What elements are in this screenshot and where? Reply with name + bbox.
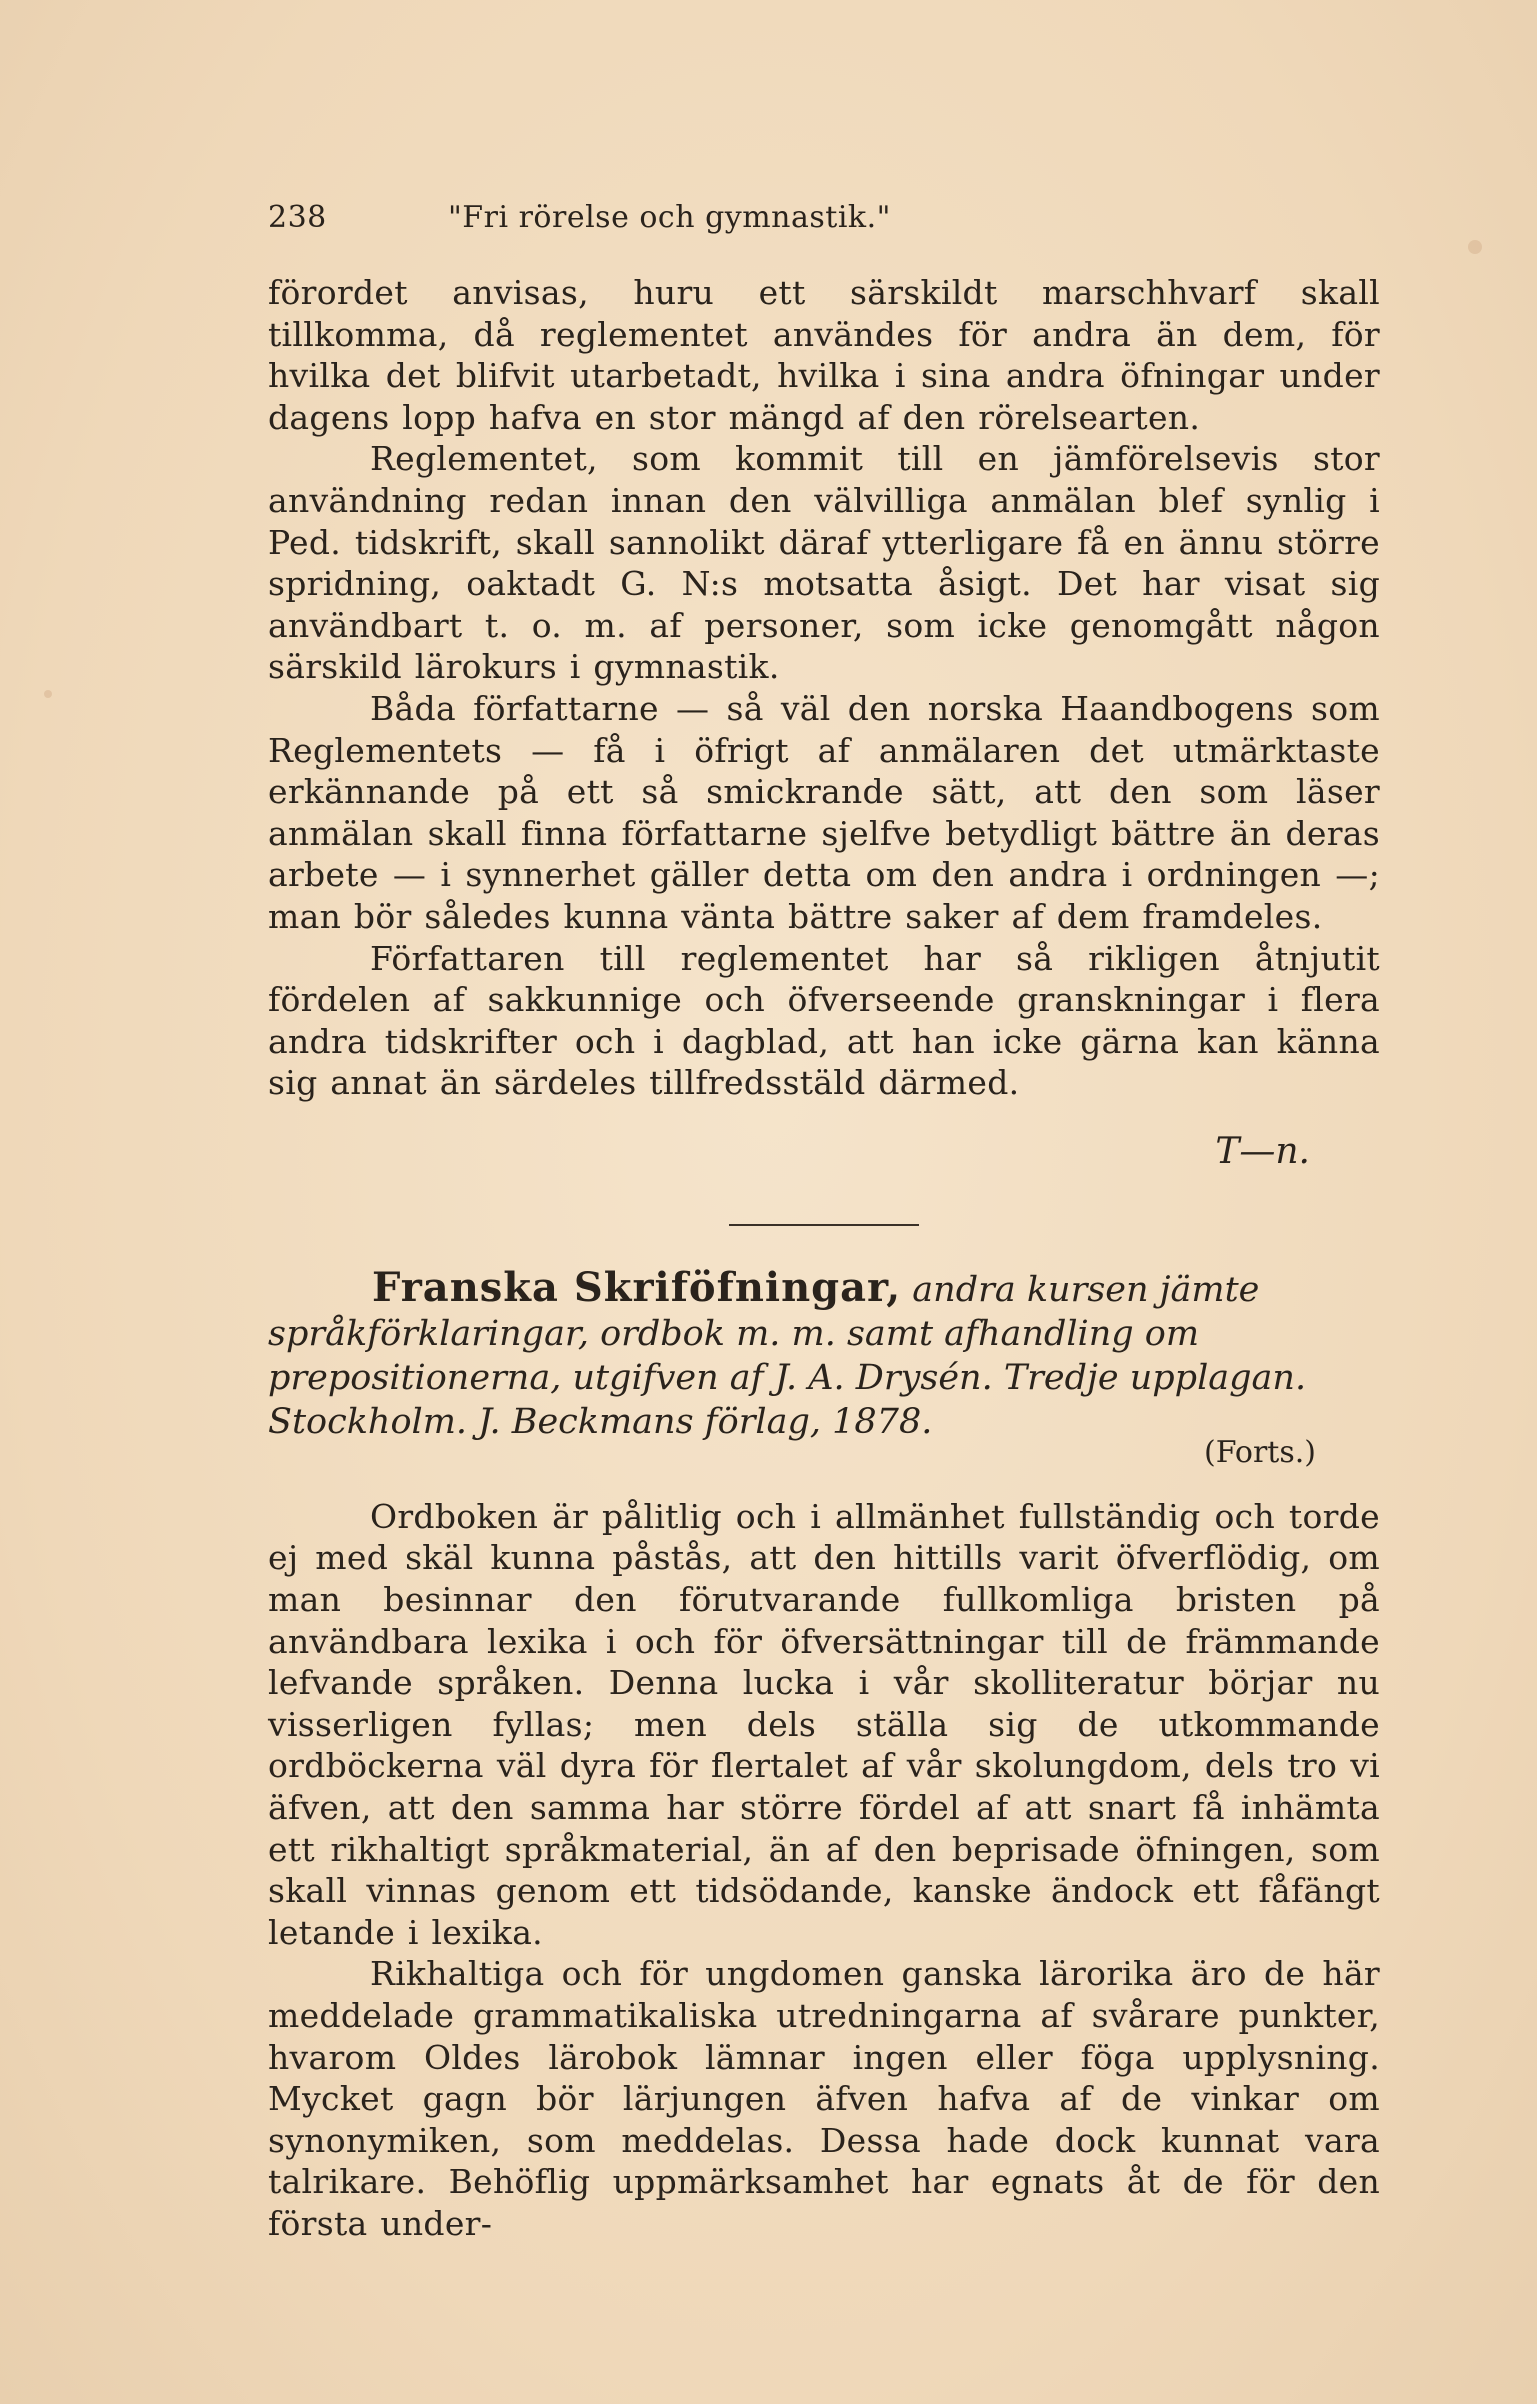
paragraph: Rikhaltiga och för ungdomen ganska lärorika äro de här meddelade grammatikaliska utredningarna af svårare punkter, hvarom Oldes lärobok lämnar ingen eller föga upplysning. Mycket gagn bör lärjungen äfven hafva af de vinkar om synonymiken, som meddelas. Dessa hade dock kunnat vara talrikare. Behöflig uppmärksamhet har egnats åt de för den första under- [268,1954,1380,2243]
page-number: 238 [268,200,327,235]
paragraph: förordet anvisas, huru ett särskildt marschhvarf skall tillkomma, då reglementet användes för andra än dem, för hvilka det blifvit utarbetadt, hvilka i sina andra öfningar under dagens lopp hafva en stor mängd af den rörelsearten. [268,273,1380,437]
review-title: Franska Skriföfningar, [372,1263,902,1311]
page-header [268,200,1380,248]
paragraph: Reglementet, som kommit till en jämförelsevis stor användning redan innan den välvilliga anmälan blef synlig i Ped. tidskrift, skall sannolikt däraf ytterligare få en ännu större spridning, oaktadt G. N:s motsatta åsigt. Det har visat sig användbart t. o. m. af personer, som icke genomgått någon särskild lärokurs i gymnastik. [268,439,1380,687]
review-details: andra kursen jämte språkförklaringar, ordbok m. m. samt afhandling om prepositionerna, utgifven af J. A. Drysén. Tredje upplagan. Stockholm. J. Beckmans förlag, 1878. [268,1269,1307,1442]
paragraph: Författaren till reglementet har så rikligen åtnjutit fördelen af sakkunnige och öfverseende granskningar i flera andra tidskrifter och i dagblad, att han icke gärna kan känna sig annat än särdeles tillfredsstäld därmed. [268,938,1380,1103]
paper-stain [1468,240,1482,254]
book-page [268,200,1380,2245]
paragraph: Ordboken är pålitlig och i allmänhet fullständig och torde ej med skäl kunna påstås, att den hittills varit öfverflödig, om man besinnar den förutvarande fullkomliga bristen på användbara lexika i och för öfversättningar till de främmande lefvande språken. Denna lucka i vår skolliteratur börjar nu visserligen fyllas; men dels ställa sig de utkommande ordböckerna väl dyra för flertalet af vår skolungdom, dels tro vi äfven, att den samma har större fördel af att snart få inhämta ett rikhaltigt språkmaterial, än af den beprisade öfningen, som skall vinnas genom ett tidsödande, kanske ändock ett fåfängt letande i lexika. [268,1496,1380,1952]
running-title: "Fri rörelse och gymnastik." [448,200,891,235]
continued-note: (Forts.) [1204,1434,1316,1470]
paper-stain [44,690,52,698]
review-heading [268,1263,1380,1444]
paragraph: Båda författarne — så väl den norska Haandbogens som Reglementets — få i öfrigt af anmälaren det utmärktaste erkännande på ett så smickrande sätt, att den som läser anmälan skall finna författarne sjelfve betydligt bättre än deras arbete — i synnerhet gäller detta om den andra i ordningen —; man bör således kunna vänta bättre saker af dem framdeles. [268,688,1380,936]
author-signature: T—n. [1215,1130,1310,1172]
section-divider [729,1224,919,1226]
